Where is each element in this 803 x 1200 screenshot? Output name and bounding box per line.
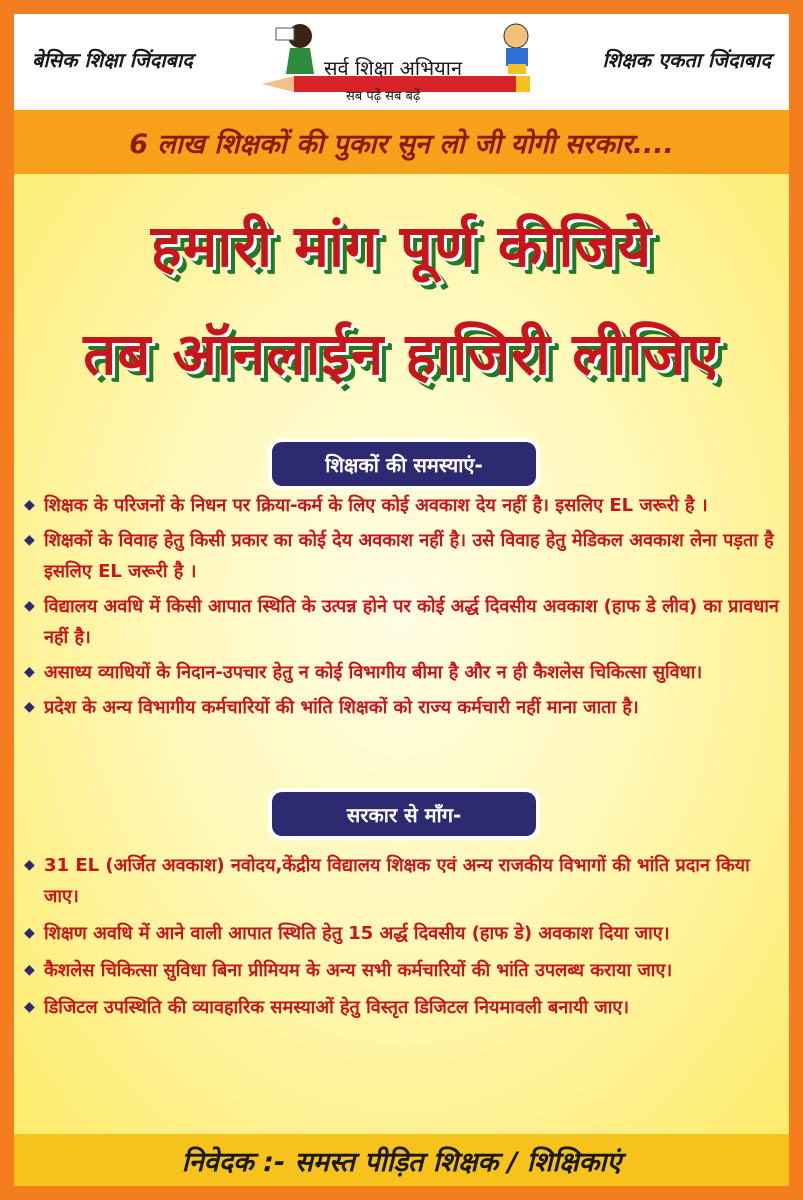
list-item: [14, 692, 789, 723]
girl-dress: [286, 48, 314, 74]
tagline: 6 लाख शिक्षकों की पुकार सुन लो जी योगी सरकार....: [129, 129, 674, 160]
sarva-shiksha-logo: [254, 14, 554, 110]
pencil-eraser: [516, 76, 530, 92]
list-item: [14, 525, 789, 587]
bullet-icon: ◆: [24, 664, 35, 680]
right-slogan: शिक्षक एकता जिंदाबाद: [602, 48, 771, 72]
boy-shirt: [506, 48, 528, 66]
header-bar: [14, 14, 789, 110]
list-item: [14, 992, 789, 1023]
list-item: [14, 490, 789, 521]
demand-text: 31 EL (अर्जित अवकाश) नवोदय,केंद्रीय विद्यालय शिक्षक एवं अन्य राजकीय विभागों की भांति प्रदान किया जाए।: [44, 855, 750, 907]
demands-heading: सरकार से माँग-: [272, 792, 536, 836]
problem-text: विद्यालय अवधि में किसी आपात स्थिति के उत्पन्न होने पर कोई अर्द्ध दिवसीय अवकाश (हाफ डे लीव) का प्रावधान नहीं है।: [44, 596, 779, 648]
demand-text: डिजिटल उपस्थिति की व्यावहारिक समस्याओं हेतु विस्तृत डिजिटल नियमावली बनायी जाए।: [44, 997, 630, 1018]
footer-band: [14, 1134, 789, 1186]
problem-text: शिक्षक के परिजनों के निधन पर क्रिया-कर्म के लिए कोई अवकाश देय नहीं है। इसलिए EL जरूरी है ।: [44, 495, 708, 516]
demands-list: [14, 850, 789, 1029]
footer-text: निवेदक :- समस्त पीड़ित शिक्षक / शिक्षिकाएं: [181, 1147, 622, 1178]
list-item: [14, 955, 789, 986]
list-item: [14, 850, 789, 912]
bullet-icon: ◆: [24, 497, 35, 513]
pencil-tip: [262, 76, 294, 92]
demand-text: शिक्षण अवधि में आने वाली आपात स्थिति हेतु 15 अर्द्ध दिवसीय (हाफ डे) अवकाश दिया जाए।: [44, 923, 670, 944]
problem-text: असाध्य व्याधियों के निदान-उपचार हेतु न कोई विभागीय बीमा है और न ही कैशलेस चिकित्सा सुविधा।: [44, 662, 703, 683]
list-item: [14, 657, 789, 688]
list-item: [14, 918, 789, 949]
tagline-band: [14, 110, 789, 174]
book: [276, 28, 294, 40]
bullet-icon: ◆: [24, 925, 35, 941]
problem-text: शिक्षकों के विवाह हेतु किसी प्रकार का कोई देय अवकाश नहीं है। उसे विवाह हेतु मेडिकल अवकाश लेना पड़ता है इसलिए EL जरूरी है ।: [44, 530, 774, 582]
bullet-icon: ◆: [24, 962, 35, 978]
problems-list: [14, 490, 789, 727]
problem-text: प्रदेश के अन्य विभागीय कर्मचारियों की भांति शिक्षकों को राज्य कर्मचारी नहीं माना जाता है।: [44, 697, 639, 718]
problems-heading: शिक्षकों की समस्याएं-: [272, 442, 536, 486]
bullet-icon: ◆: [24, 532, 35, 548]
demand-text: कैशलेस चिकित्सा सुविधा बिना प्रीमियम के अन्य सभी कर्मचारियों की भांति उपलब्ध कराया जाए।: [44, 960, 673, 981]
bullet-icon: ◆: [24, 857, 35, 873]
logo-subtitle: सब पढ़ें सब बढ़ें: [346, 89, 421, 104]
boy-head: [504, 24, 528, 48]
content-panel: [14, 174, 789, 1134]
headline-line-1: हमारी मांग पूर्ण कीजिये: [150, 212, 653, 280]
logo-title: सर्व शिक्षा अभियान: [324, 56, 463, 80]
left-slogan: बेसिक शिक्षा जिंदाबाद: [32, 48, 193, 72]
boy-shorts: [508, 64, 526, 74]
bullet-icon: ◆: [24, 999, 35, 1015]
bullet-icon: ◆: [24, 598, 35, 614]
bullet-icon: ◆: [24, 699, 35, 715]
headline-line-2: तब ऑनलाईन हाजिरी लीजिए: [83, 320, 720, 388]
list-item: [14, 591, 789, 653]
